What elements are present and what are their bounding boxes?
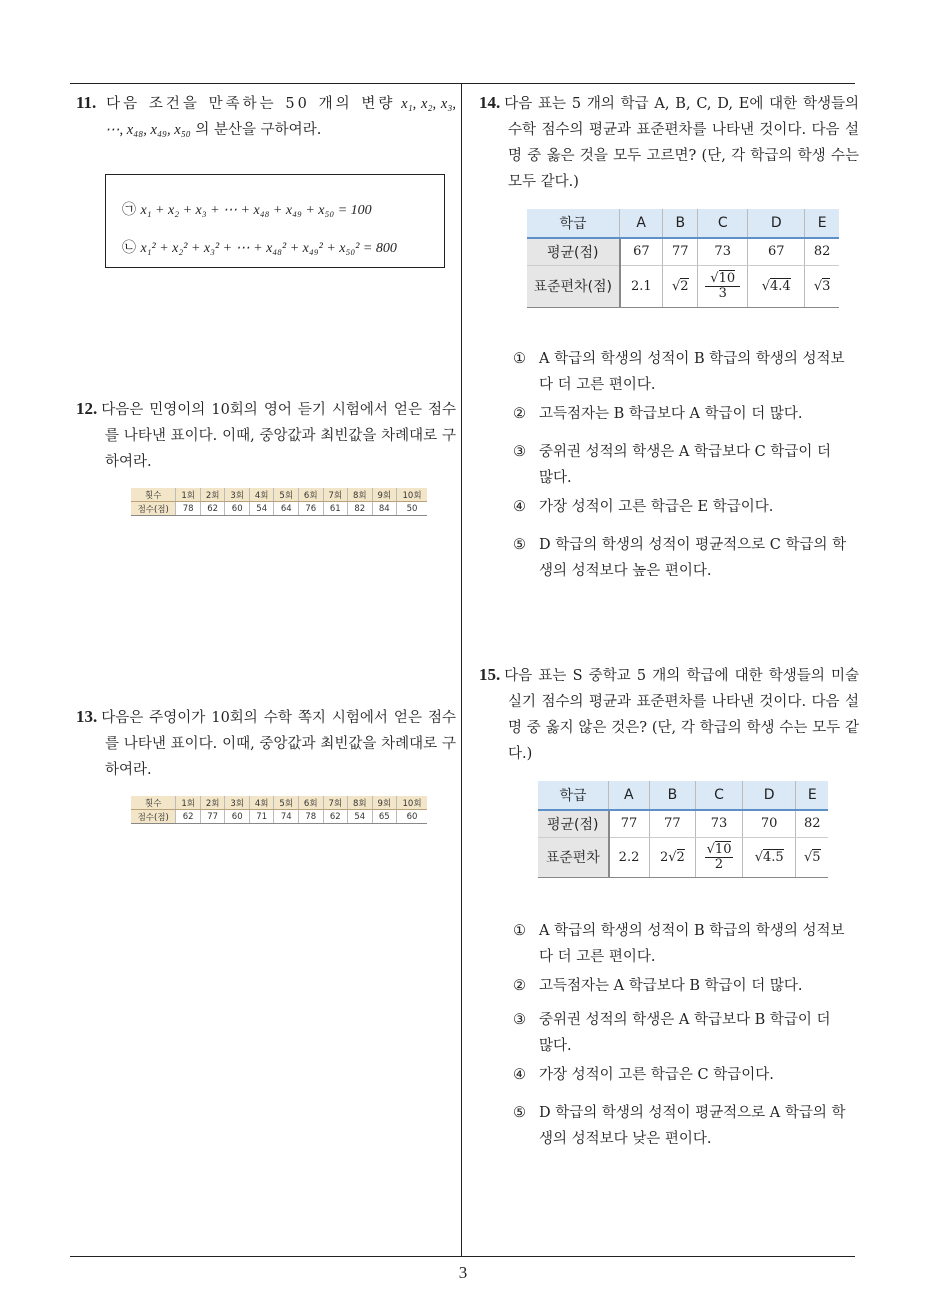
q15-sd-b: 2√2 — [649, 837, 696, 877]
q12-round-9: 9회 — [372, 488, 397, 502]
q12-round-3: 3회 — [225, 488, 250, 502]
q14-mean-c: 73 — [698, 238, 748, 265]
top-rule — [70, 83, 855, 84]
q13-score-6: 78 — [298, 810, 323, 824]
q15-mean-c: 73 — [696, 810, 743, 837]
option-number: ① — [513, 923, 526, 939]
q12-score-4: 54 — [249, 502, 274, 516]
question-12 — [76, 396, 456, 475]
q14-mean-label: 평균(점) — [527, 238, 620, 265]
q13-round-6: 6회 — [298, 796, 323, 810]
question-15 — [479, 662, 859, 767]
q12-round-1: 1회 — [176, 488, 201, 502]
question-11-tail: 의 분산을 구하여라. — [195, 122, 322, 138]
q14-header-class: 학급 — [527, 209, 620, 238]
page-number: 3 — [458, 1263, 468, 1282]
q15-option-3[interactable] — [513, 1007, 848, 1059]
q15-mean-d: 70 — [742, 810, 796, 837]
question-12-body: 다음은 민영이의 10회의 영어 듣기 시험에서 얻은 점수를 나타낸 표이다. 이때, 중앙값과 최빈값을 차례대로 구하여라. — [101, 402, 456, 470]
q14-header-c: C — [698, 209, 748, 238]
q12-score-5: 64 — [274, 502, 299, 516]
q12-score-7: 61 — [323, 502, 348, 516]
q12-round-10: 10회 — [397, 488, 427, 502]
question-13-text — [76, 704, 456, 783]
q15-mean-label: 평균(점) — [538, 810, 609, 837]
q13-score-1: 62 — [176, 810, 201, 824]
q15-mean-e: 82 — [796, 810, 828, 837]
q12-score-8: 82 — [348, 502, 373, 516]
q12-round-8: 8회 — [348, 488, 373, 502]
column-divider — [461, 83, 462, 1257]
q13-round-5: 5회 — [274, 796, 299, 810]
q14-mean-b: 77 — [663, 238, 698, 265]
option-text: 중위권 성적의 학생은 A 학급보다 B 학급이 더 많다. — [539, 1012, 831, 1054]
q14-sd-label: 표준편차(점) — [527, 265, 620, 307]
q14-options — [513, 346, 848, 584]
condition-2-marker: ㉡ — [122, 240, 136, 256]
q12-score-1: 78 — [176, 502, 201, 516]
q12-score-table — [131, 488, 427, 516]
q14-class-table — [527, 209, 839, 308]
q14-mean-e: 82 — [805, 238, 839, 265]
condition-2 — [122, 237, 397, 257]
q13-score-10: 60 — [397, 810, 427, 824]
option-text: 가장 성적이 고른 학급은 E 학급이다. — [539, 499, 774, 515]
q13-round-7: 7회 — [323, 796, 348, 810]
q13-score-2: 77 — [200, 810, 225, 824]
option-number: ③ — [513, 444, 526, 460]
question-13 — [76, 704, 456, 783]
q15-header-c: C — [696, 781, 743, 810]
q14-header-e: E — [805, 209, 839, 238]
q12-round-4: 4회 — [249, 488, 274, 502]
q13-round-3: 3회 — [225, 796, 250, 810]
q14-mean-a: 67 — [620, 238, 663, 265]
q15-header-b: B — [649, 781, 696, 810]
bottom-rule — [70, 1256, 855, 1257]
condition-1-marker: ㉠ — [122, 202, 136, 218]
q12-score-10: 50 — [397, 502, 427, 516]
q14-option-4[interactable] — [513, 494, 848, 520]
question-11 — [76, 90, 456, 143]
option-text: 중위권 성적의 학생은 A 학급보다 C 학급이 더 많다. — [539, 444, 831, 486]
question-12-text — [76, 396, 456, 475]
question-14-text — [479, 90, 859, 195]
q15-options — [513, 918, 848, 1152]
q14-sd-c-denominator: 3 — [718, 285, 727, 301]
question-11-variables: x₁, x₂, x₃, ⋯, x₄₈, x₄₉, x₅₀ — [105, 96, 457, 138]
question-number: 12. — [76, 399, 98, 418]
option-number: ④ — [513, 499, 526, 515]
q14-sd-c-numerator: 10 — [718, 270, 736, 286]
question-number: 13. — [76, 707, 98, 726]
question-14 — [479, 90, 859, 195]
question-14-body: 다음 표는 5 개의 학급 A, B, C, D, E에 대한 학생들의 수학 점수의 평균과 표준편차를 나타낸 것이다. 다음 설명 중 옳은 것을 모두 고르면? (단, 각 학급의 학생 수는 모두 같다.) — [504, 96, 859, 190]
option-number: ① — [513, 351, 526, 367]
q15-mean-b: 77 — [649, 810, 696, 837]
q15-sd-c-numerator: 10 — [714, 841, 732, 857]
q14-sd-d: √4.4 — [748, 265, 805, 307]
q14-header-d: D — [748, 209, 805, 238]
q14-sd-a: 2.1 — [620, 265, 663, 307]
q13-score-table — [131, 796, 427, 824]
q15-option-5[interactable] — [513, 1100, 848, 1152]
option-text: 고득점자는 B 학급보다 A 학급이 더 많다. — [539, 406, 803, 422]
question-11-line1: 다음 조건을 만족하는 50 개의 변량 — [106, 96, 396, 112]
q15-sd-b-radicand: 2 — [676, 849, 685, 865]
q12-row-label: 점수(점) — [131, 502, 176, 516]
q13-header-label: 횟수 — [131, 796, 176, 810]
q13-round-2: 2회 — [200, 796, 225, 810]
q13-score-3: 60 — [225, 810, 250, 824]
q13-score-5: 74 — [274, 810, 299, 824]
question-number: 11. — [76, 93, 97, 112]
q13-round-9: 9회 — [372, 796, 397, 810]
q15-sd-label: 표준편차 — [538, 837, 609, 877]
q13-round-8: 8회 — [348, 796, 373, 810]
question-15-text — [479, 662, 859, 767]
q15-header-e: E — [796, 781, 828, 810]
q14-sd-c: √10 3 — [698, 265, 748, 307]
option-number: ⑤ — [513, 537, 526, 553]
q12-round-2: 2회 — [200, 488, 225, 502]
q12-score-6: 76 — [298, 502, 323, 516]
q12-score-2: 62 — [200, 502, 225, 516]
q15-mean-a: 77 — [609, 810, 650, 837]
q13-round-10: 10회 — [397, 796, 427, 810]
option-text: 고득점자는 A 학급보다 B 학급이 더 많다. — [539, 978, 803, 994]
q13-round-4: 4회 — [249, 796, 274, 810]
q12-header-label: 횟수 — [131, 488, 176, 502]
q15-sd-d: √4.5 — [742, 837, 796, 877]
q13-score-4: 71 — [249, 810, 274, 824]
q15-option-4[interactable] — [513, 1062, 848, 1088]
q14-option-1[interactable] — [513, 346, 848, 398]
q13-score-9: 65 — [372, 810, 397, 824]
option-text: 가장 성적이 고른 학급은 C 학급이다. — [539, 1067, 774, 1083]
q14-sd-e-radicand: 3 — [822, 278, 831, 294]
q15-sd-e-radicand: 5 — [812, 849, 821, 865]
option-number: ⑤ — [513, 1105, 526, 1121]
q14-option-3[interactable] — [513, 439, 848, 491]
question-11-text — [76, 90, 456, 143]
q14-sd-e: √3 — [805, 265, 839, 307]
question-13-body: 다음은 주영이가 10회의 수학 쪽지 시험에서 얻은 점수를 나타낸 표이다. 이때, 중앙값과 최빈값을 차례대로 구하여라. — [101, 710, 456, 778]
option-text: D 학급의 학생의 성적이 평균적으로 A 학급의 학생의 성적보다 낮은 편이다. — [539, 1105, 846, 1147]
option-number: ③ — [513, 1012, 526, 1028]
q12-score-3: 60 — [225, 502, 250, 516]
option-text: A 학급의 학생의 성적이 B 학급의 학생의 성적보다 더 고른 편이다. — [539, 923, 845, 965]
q13-score-7: 62 — [323, 810, 348, 824]
condition-1 — [122, 199, 372, 219]
q14-header-a: A — [620, 209, 663, 238]
q15-sd-d-radicand: 4.5 — [762, 849, 784, 865]
q15-class-table — [538, 781, 828, 878]
q14-option-2[interactable] — [513, 401, 848, 427]
q14-header-b: B — [663, 209, 698, 238]
condition-box — [105, 174, 445, 268]
q12-round-5: 5회 — [274, 488, 299, 502]
q12-round-6: 6회 — [298, 488, 323, 502]
q15-header-a: A — [609, 781, 650, 810]
q15-sd-e: √5 — [796, 837, 828, 877]
condition-2-formula: x₁² + x₂² + x₃² + ⋯ + x₄₈² + x₄₉² + x₅₀² = 800 — [140, 241, 397, 256]
option-number: ② — [513, 406, 526, 422]
q15-option-1[interactable] — [513, 918, 848, 970]
q14-mean-d: 67 — [748, 238, 805, 265]
question-15-body: 다음 표는 S 중학교 5 개의 학급에 대한 학생들의 미술 실기 점수의 평균과 표준편차를 나타낸 것이다. 다음 설명 중 옳지 않은 것은? (단, 각 학급의 학생 수는 모두 같다.) — [504, 668, 859, 762]
q14-sd-b-radicand: 2 — [680, 278, 689, 294]
q14-sd-d-radicand: 4.4 — [770, 278, 791, 294]
option-text: A 학급의 학생의 성적이 B 학급의 학생의 성적보다 더 고른 편이다. — [539, 351, 845, 393]
question-number: 15. — [479, 665, 501, 684]
question-number: 14. — [479, 93, 501, 112]
q15-sd-b-coefficient: 2 — [659, 849, 669, 865]
option-number: ④ — [513, 1067, 526, 1083]
q12-score-9: 84 — [372, 502, 397, 516]
q13-row-label: 점수(점) — [131, 810, 176, 824]
condition-1-formula: x₁ + x₂ + x₃ + ⋯ + x₄₈ + x₄₉ + x₅₀ = 100 — [140, 203, 372, 218]
q15-header-class: 학급 — [538, 781, 609, 810]
q15-sd-c-denominator: 2 — [714, 856, 724, 872]
q15-option-2[interactable] — [513, 973, 848, 999]
option-text: D 학급의 학생의 성적이 평균적으로 C 학급의 학생의 성적보다 높은 편이다. — [539, 537, 847, 579]
option-number: ② — [513, 978, 526, 994]
q15-sd-c: √10 2 — [696, 837, 743, 877]
q13-round-1: 1회 — [176, 796, 201, 810]
q13-score-8: 54 — [348, 810, 373, 824]
q15-sd-a: 2.2 — [609, 837, 650, 877]
q12-round-7: 7회 — [323, 488, 348, 502]
q14-option-5[interactable] — [513, 532, 848, 584]
q15-header-d: D — [742, 781, 796, 810]
q14-sd-b: √2 — [663, 265, 698, 307]
